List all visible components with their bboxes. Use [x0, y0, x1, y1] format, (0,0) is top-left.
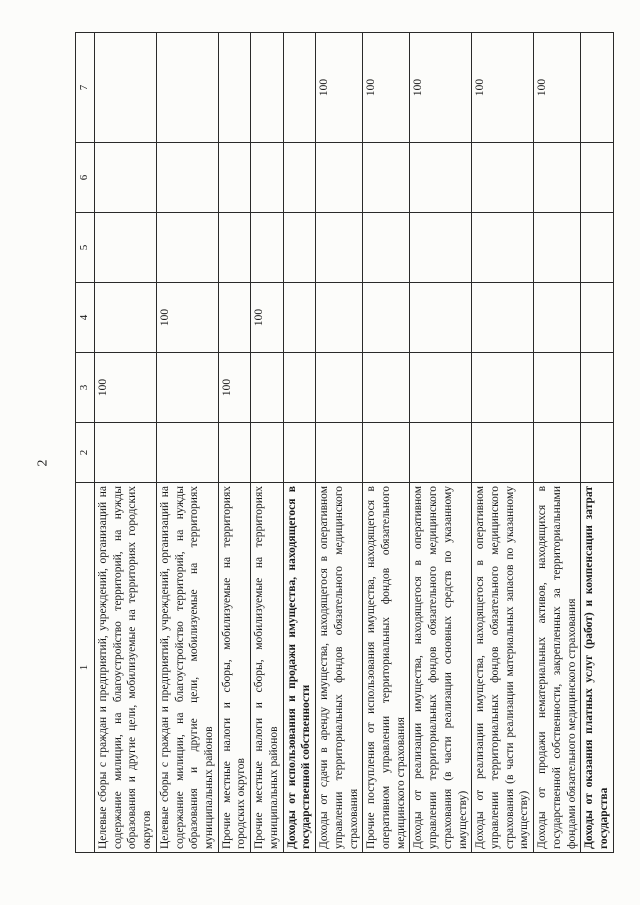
share-cell [316, 423, 363, 483]
row-label: Доходы от реализации имущества, находящегося в оперативном управлении территориальных фондов обязательного медицинского страхования (в части реализации основных средств по указанному имуществу) [410, 483, 472, 853]
column-header: 5 [76, 213, 95, 283]
share-cell [316, 283, 363, 353]
row-label: Доходы от оказания платных услуг (работ) и компенсации затрат государства [581, 483, 613, 853]
revenue-distribution-table [75, 32, 614, 853]
share-cell [581, 353, 613, 423]
share-cell [218, 283, 250, 353]
table-row [156, 33, 218, 853]
share-cell [95, 423, 157, 483]
table-body [95, 33, 614, 853]
table-row [581, 33, 613, 853]
rotated-table-frame [75, 33, 610, 853]
share-cell [581, 143, 613, 213]
share-cell [363, 213, 410, 283]
share-cell [581, 423, 613, 483]
row-label: Прочие местные налоги и сборы, мобилизуемые на территориях муниципальных районов [251, 483, 283, 853]
row-label: Прочие местные налоги и сборы, мобилизуемые на территориях городских округов [218, 483, 250, 853]
share-cell [251, 213, 283, 283]
share-cell [581, 213, 613, 283]
table-row [363, 33, 410, 853]
share-cell [95, 143, 157, 213]
share-cell [156, 33, 218, 143]
share-cell [472, 143, 534, 213]
share-cell [581, 283, 613, 353]
table-row [534, 33, 581, 853]
page-number: 2 [35, 459, 51, 467]
share-cell [283, 353, 315, 423]
share-cell [472, 353, 534, 423]
share-cell [218, 143, 250, 213]
share-cell [283, 283, 315, 353]
share-cell [534, 213, 581, 283]
column-header: 1 [76, 483, 95, 853]
share-cell [95, 283, 157, 353]
share-cell [95, 33, 157, 143]
table-row [472, 33, 534, 853]
share-cell [534, 143, 581, 213]
share-cell [156, 423, 218, 483]
column-number-row [76, 33, 95, 853]
share-cell [218, 423, 250, 483]
share-cell [283, 423, 315, 483]
share-cell [316, 143, 363, 213]
share-cell [472, 213, 534, 283]
share-cell [251, 33, 283, 143]
row-label: Прочие поступления от использования имущества, находящегося в оперативном управлении территориальных фондов обязательного медицинского страхования [363, 483, 410, 853]
share-cell [410, 423, 472, 483]
row-label: Доходы от реализации имущества, находящегося в оперативном управлении территориальных фондов обязательного медицинского страхования (в части реализации материальных запасов по указанному имуществу) [472, 483, 534, 853]
share-cell [581, 33, 613, 143]
share-cell [410, 143, 472, 213]
table-row [218, 33, 250, 853]
share-cell [534, 283, 581, 353]
table-row [95, 33, 157, 853]
share-cell [251, 143, 283, 213]
share-cell [283, 213, 315, 283]
table-row [251, 33, 283, 853]
share-cell [218, 213, 250, 283]
share-cell [410, 283, 472, 353]
row-label: Доходы от использования и продажи имущества, находящегося в государственной собственности [283, 483, 315, 853]
share-cell [363, 423, 410, 483]
share-cell [95, 213, 157, 283]
row-label: Целевые сборы с граждан и предприятий, учреждений, организаций на содержание милиции, на благоустройство территорий, на нужды образования и другие цели, мобилизуемые на территориях муниципальных районов [156, 483, 218, 853]
table-row [283, 33, 315, 853]
share-cell: 100 [156, 283, 218, 353]
share-cell: 100 [95, 353, 157, 423]
share-cell [363, 143, 410, 213]
share-cell [363, 283, 410, 353]
share-cell [156, 353, 218, 423]
column-header: 3 [76, 353, 95, 423]
column-header: 6 [76, 143, 95, 213]
table-row [410, 33, 472, 853]
share-cell [156, 143, 218, 213]
share-cell [251, 423, 283, 483]
column-header: 7 [76, 33, 95, 143]
share-cell [410, 213, 472, 283]
share-cell [283, 143, 315, 213]
share-cell [316, 213, 363, 283]
share-cell [251, 353, 283, 423]
share-cell [410, 353, 472, 423]
share-cell [472, 423, 534, 483]
share-cell: 100 [316, 33, 363, 143]
share-cell [472, 283, 534, 353]
column-header: 2 [76, 423, 95, 483]
share-cell: 100 [363, 33, 410, 143]
row-label: Доходы от сдачи в аренду имущества, находящегося в оперативном управлении территориальных фондов обязательного медицинского страхования [316, 483, 363, 853]
share-cell [363, 353, 410, 423]
share-cell: 100 [218, 353, 250, 423]
table-row [316, 33, 363, 853]
share-cell [534, 423, 581, 483]
share-cell [156, 213, 218, 283]
share-cell: 100 [472, 33, 534, 143]
row-label: Доходы от продажи нематериальных активов, находящихся в государственной собственности, закрепленных за территориальными фондами обязательного медицинского страхования [534, 483, 581, 853]
share-cell [283, 33, 315, 143]
column-header: 4 [76, 283, 95, 353]
share-cell: 100 [251, 283, 283, 353]
share-cell: 100 [534, 33, 581, 143]
row-label: Целевые сборы с граждан и предприятий, учреждений, организаций на содержание милиции, на благоустройство территорий, на нужды образования и другие цели, мобилизуемые на территориях городских округов [95, 483, 157, 853]
share-cell [534, 353, 581, 423]
share-cell [316, 353, 363, 423]
share-cell: 100 [410, 33, 472, 143]
share-cell [218, 33, 250, 143]
